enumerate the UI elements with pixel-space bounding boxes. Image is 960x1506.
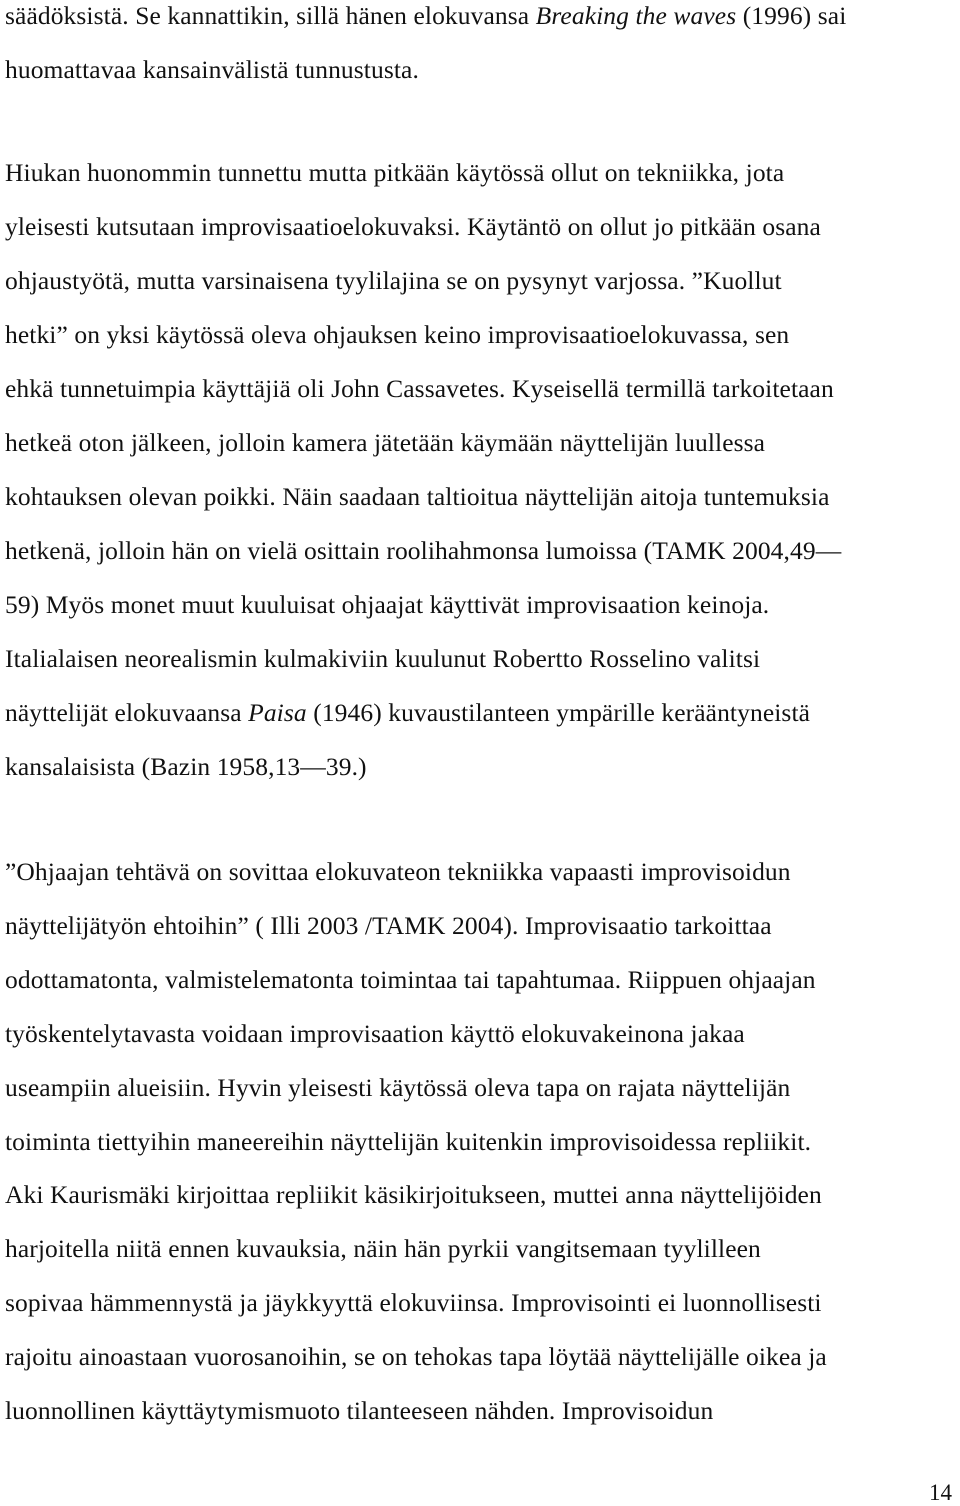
- text-line: sopivaa hämmennystä ja jäykkyyttä elokuviinsa. Improvisointi ei luonnollisesti: [5, 1288, 822, 1317]
- text-line: Italialaisen neorealismin kulmakiviin kuulunut Robertto Rosselino valitsi: [5, 644, 761, 673]
- text-line: Aki Kaurismäki kirjoittaa repliikit käsikirjoitukseen, muttei anna näyttelijöiden: [5, 1180, 822, 1209]
- text-run: näyttelijät elokuvaansa: [5, 698, 249, 727]
- text-line: työskentelytavasta voidaan improvisaation käyttö elokuvakeinona jakaa: [5, 1019, 745, 1048]
- text-line: hetki” on yksi käytössä oleva ohjauksen keino improvisaatioelokuvassa, sen: [5, 320, 790, 349]
- text-line: 59) Myös monet muut kuuluisat ohjaajat käyttivät improvisaation keinoja.: [5, 590, 770, 619]
- text-line: harjoitella niitä ennen kuvauksia, näin hän pyrkii vangitsemaan tyylilleen: [5, 1234, 761, 1263]
- text-line: huomattavaa kansainvälistä tunnustusta.: [5, 55, 419, 84]
- text-line: hetkeä oton jälkeen, jolloin kamera jätetään käymään näyttelijän luullessa: [5, 428, 766, 457]
- text-line: luonnollinen käyttäytymismuoto tilanteeseen nähden. Improvisoidun: [5, 1396, 714, 1425]
- text-line: rajoitu ainoastaan vuorosanoihin, se on tehokas tapa löytää näyttelijälle oikea ja: [5, 1342, 827, 1371]
- text-line: ohjaustyötä, mutta varsinaisena tyylilajina se on pysynyt varjossa. ”Kuollut: [5, 266, 782, 295]
- text-line: [5, 698, 810, 728]
- text-line: ehkä tunnetuimpia käyttäjiä oli John Cassavetes. Kyseisellä termillä tarkoitetaan: [5, 374, 834, 403]
- text-line: yleisesti kutsutaan improvisaatioelokuvaksi. Käytäntö on ollut jo pitkään osana: [5, 212, 821, 241]
- text-line: ”Ohjaajan tehtävä on sovittaa elokuvateon tekniikka vapaasti improvisoidun: [5, 857, 791, 886]
- film-title: Paisa: [248, 698, 307, 727]
- text-line: kansalaisista (Bazin 1958,13—39.): [5, 752, 367, 781]
- text-run: (1946) kuvaustilanteen ympärille kerääntyneistä: [306, 698, 811, 727]
- text-line: Hiukan huonommin tunnettu mutta pitkään käytössä ollut on tekniikka, jota: [5, 158, 785, 187]
- text-line: useampiin alueisiin. Hyvin yleisesti käytössä oleva tapa on rajata näyttelijän: [5, 1073, 791, 1102]
- text-line: näyttelijätyön ehtoihin” ( Illi 2003 /TAMK 2004). Improvisaatio tarkoittaa: [5, 911, 772, 940]
- text-line: hetkenä, jolloin hän on vielä osittain roolihahmonsa lumoissa (TAMK 2004,49—: [5, 536, 842, 565]
- text-line: [5, 1, 846, 31]
- text-line: toiminta tiettyihin maneereihin näyttelijän kuitenkin improvisoidessa repliikit.: [5, 1127, 812, 1156]
- page-number: 14: [929, 1480, 952, 1505]
- text-line: kohtauksen olevan poikki. Näin saadaan taltioitua näyttelijän aitoja tuntemuksia: [5, 482, 830, 511]
- text-line: odottamatonta, valmistelematonta toimintaa tai tapahtumaa. Riippuen ohjaajan: [5, 965, 816, 994]
- film-title: Breaking the waves: [535, 1, 737, 30]
- text-run: (1996) sai: [736, 1, 847, 30]
- text-run: säädöksistä. Se kannattikin, sillä hänen elokuvansa: [5, 1, 536, 30]
